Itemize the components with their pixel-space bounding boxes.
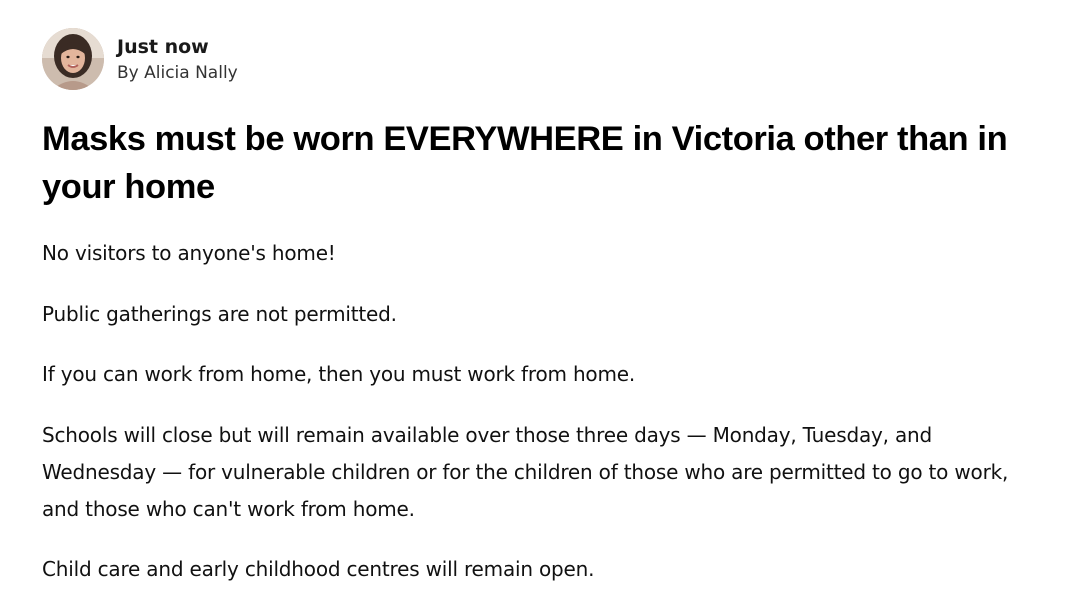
post-body [42,235,1032,612]
post-timestamp: Just now [117,35,209,58]
post-paragraph: Public gatherings are not permitted. [42,301,397,326]
post-paragraph: If you can work from home, then you must work from home. [42,362,636,387]
post-author[interactable]: By Alicia Nally [117,62,238,83]
post-paragraph: Child care and early childhood centres will remain open. [42,557,595,582]
post-headline: Masks must be worn EVERYWHERE in Victoria other than in your home [42,120,1008,206]
post-paragraph: No visitors to anyone's home! [42,241,336,265]
author-photo-icon [42,28,104,90]
post-paragraph: Schools will close but will remain available over those three days — Monday, Tuesday, and Wednesday — for vulnerable children or for the children of those who are permitted to go to work, and those who can't work from home. [42,422,1009,521]
live-blog-post [42,28,1042,582]
post-meta [117,35,238,84]
post-byline [42,28,1042,90]
author-avatar[interactable] [42,28,104,90]
